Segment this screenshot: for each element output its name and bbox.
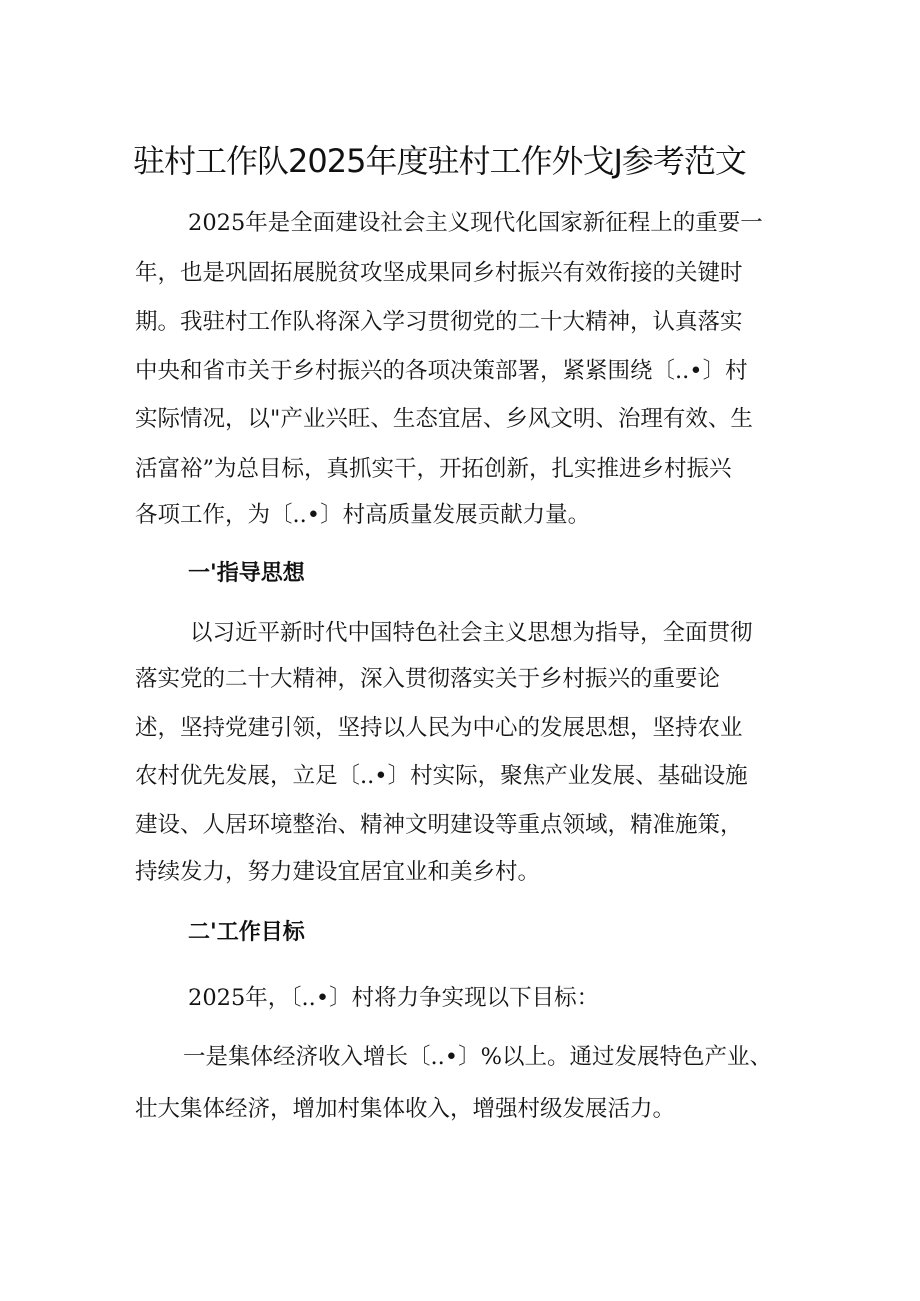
intro-line: 中央和省市关于乡村振兴的各项决策部署，紧紧围绕〔..•〕村 <box>135 358 748 384</box>
intro-line: 年，也是巩固拓展脱贫攻坚成果同乡村振兴有效衔接的关键时 <box>135 260 743 286</box>
section-line: 持续发力，努力建设宜居宜业和美乡村。 <box>135 859 541 885</box>
section-line: 建设、人居环境整治、精神文明建设等重点领域，精准施策， <box>135 812 743 838</box>
section-line: 以习近平新时代中国特色社会主义思想为指导，全面贯彻 <box>190 620 753 646</box>
intro-line: 各项工作，为〔..•〕村高质量发展贡献力量。 <box>135 502 591 528</box>
section-heading-guiding-ideology: 一'指导思想 <box>188 561 305 586</box>
intro-line: 期。我驻村工作队将深入学习贯彻党的二十大精神，认真落实 <box>135 309 743 335</box>
section-line: 落实党的二十大精神，深入贯彻落实关于乡村振兴的重要论 <box>135 666 721 692</box>
intro-line: 活富裕”为总目标，真抓实干，开拓创新，扎实推进乡村振兴 <box>135 456 732 482</box>
document-title: 驻村工作队2025年度驻村工作外戈J参考范文 <box>133 142 746 180</box>
section-line: 一是集体经济收入增长〔..•〕%以上。通过发展特色产业、 <box>183 1044 772 1070</box>
section-heading-work-goals: 二'工作目标 <box>188 920 305 945</box>
section-line: 2025年，〔..•〕村将力争实现以下目标： <box>188 985 600 1011</box>
intro-line: 实际情况，以"产业兴旺、生态宜居、乡风文明、治理有效、生 <box>135 406 753 432</box>
section-line: 壮大集体经济，增加村集体收入，增强村级发展活力。 <box>135 1096 676 1122</box>
section-line: 述，坚持党建引领，坚持以人民为中心的发展思想，坚持农业 <box>135 715 743 741</box>
intro-line: 2025年是全面建设社会主义现代化国家新征程上的重要一 <box>188 210 763 236</box>
section-line: 农村优先发展，立足〔..•〕村实际，聚焦产业发展、基础设施 <box>135 763 748 789</box>
